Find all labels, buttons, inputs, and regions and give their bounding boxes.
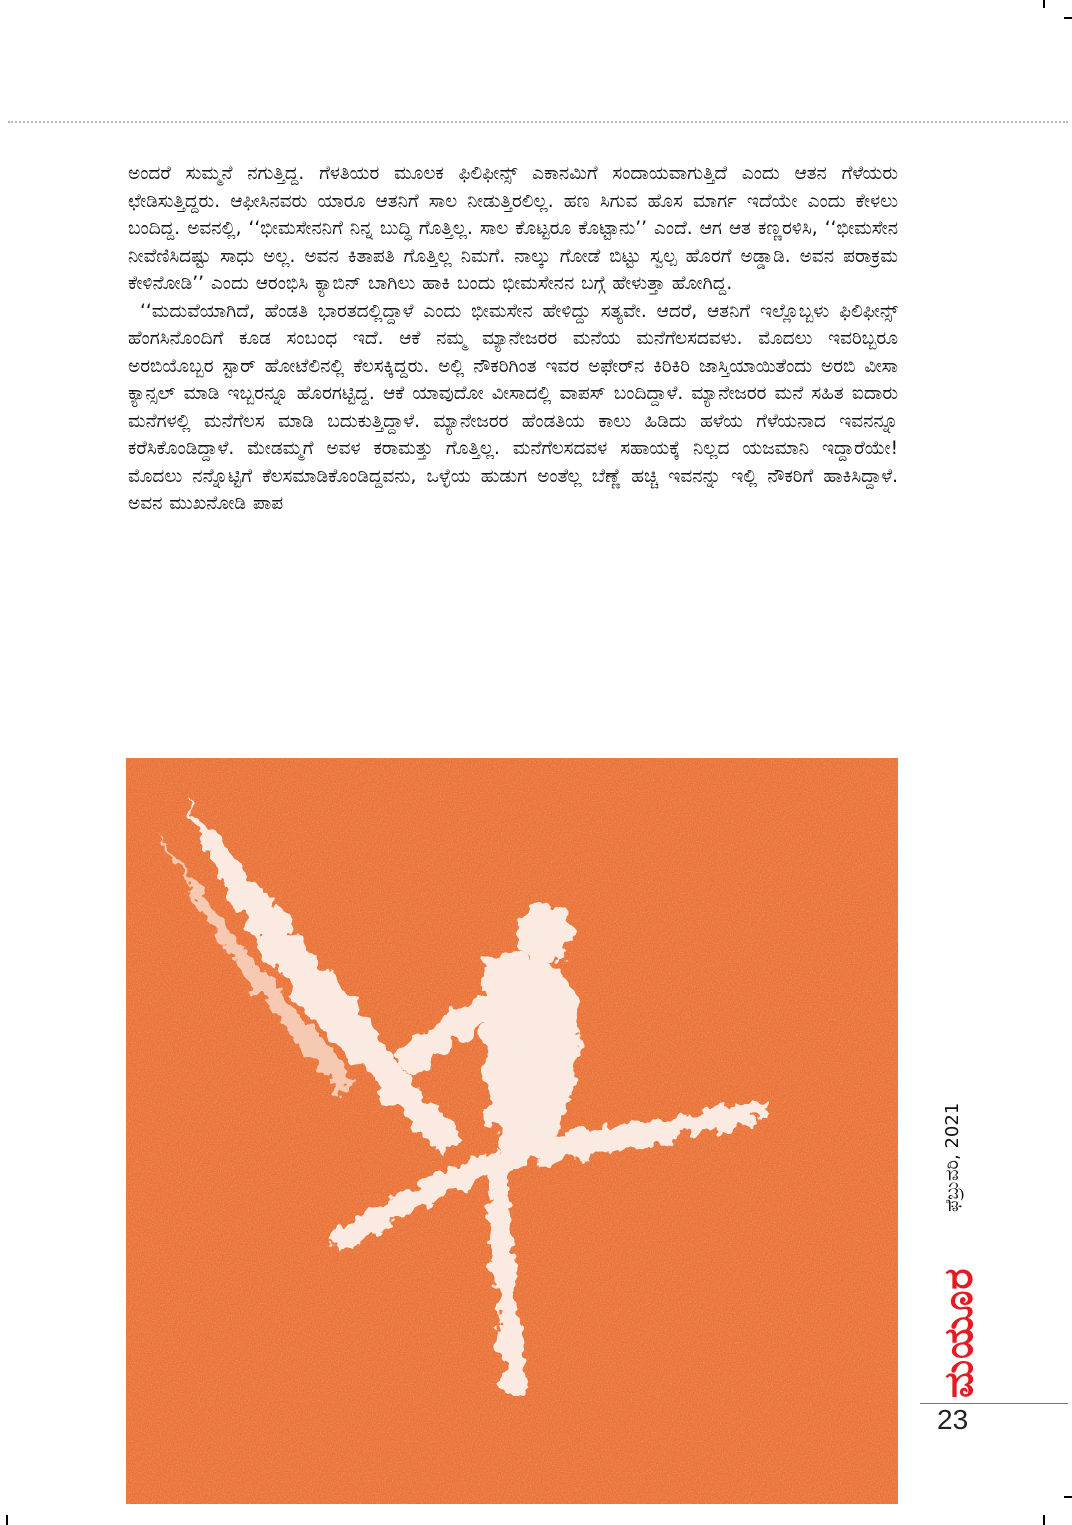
side-label [934,1100,986,1400]
article-paragraph-2: ‘‘ಮದುವೆಯಾಗಿದೆ, ಹೆಂಡತಿ ಭಾರತದಲ್ಲಿದ್ದಾಳೆ ಎಂದು ಭೀಮಸೇನ ಹೇಳಿದ್ದು ಸತ್ಯವೇ. ಆದರೆ, ಆತನಿಗೆ ಇಲ್ಲೊಬ್ಬಳು ಫಿಲಿಫೀನ್ಸ್ ಹೆಂಗಸಿನೊಂದಿಗೆ ಕೂಡ ಸಂಬಂಧ ಇದೆ. ಆಕೆ ನಮ್ಮ ಮ್ಯಾನೇಜರರ ಮನೆಯ ಮನೆಗೆಲಸದವಳು. ಮೊದಲು ಇವರಿಬ್ಬರೂ ಅರಬಿಯೊಬ್ಬರ ಸ್ಟಾರ್ ಹೋಟೆಲಿನಲ್ಲಿ ಕೆಲಸಕ್ಕಿದ್ದರು. ಅಲ್ಲಿ ನೌಕರಿಗಿಂತ ಇವರ ಅಫೇರ್‌ನ ಕಿರಿಕಿರಿ ಜಾಸ್ತಿಯಾಯಿತೆಂದು ಅರಬಿ ವೀಸಾ ಕ್ಯಾನ್ಸಲ್ ಮಾಡಿ ಇಬ್ಬರನ್ನೂ ಹೊರಗಟ್ಟಿದ್ದ. ಆಕೆ ಯಾವುದೋ ವೀಸಾದಲ್ಲಿ ವಾಪಸ್ ಬಂದಿದ್ದಾಳೆ. ಮ್ಯಾನೇಜರರ ಮನೆ ಸಹಿತ ಐದಾರು ಮನೆಗಳಲ್ಲಿ ಮನೆಗೆಲಸ ಮಾಡಿ ಬದುಕುತ್ತಿದ್ದಾಳೆ. ಮ್ಯಾನೇಜರರ ಹೆಂಡತಿಯ ಕಾಲು ಹಿಡಿದು ಹಳೆಯ ಗೆಳೆಯನಾದ ಇವನನ್ನೂ ಕರೆಸಿಕೊಂಡಿದ್ದಾಳೆ. ಮೇಡಮ್ಮಗೆ ಅವಳ ಕರಾಮತ್ತು ಗೊತ್ತಿಲ್ಲ. ಮನೆಗೆಲಸದವಳ ಸಹಾಯಕ್ಕೆ ನಿಲ್ಲದ ಯಜಮಾನಿ ಇದ್ದಾರೆಯೇ! ಮೊದಲು ನನ್ನೊಟ್ಟಿಗೆ ಕೆಲಸಮಾಡಿಕೊಂಡಿದ್ದವನು, ಒಳ್ಳೆಯ ಹುಡುಗ ಅಂತೆಲ್ಲ ಬೆಣ್ಣೆ ಹಚ್ಚಿ ಇವನನ್ನು ಇಲ್ಲಿ ನೌಕರಿಗೆ ಹಾಕಿಸಿದ್ದಾಳೆ. ಅವನ ಮುಖನೋಡಿ ಪಾಪ [128,300,898,514]
crop-mark-right-bottom [1064,1496,1072,1498]
crop-mark-bottom-left [6,1515,8,1525]
figure-head [520,903,572,963]
page-number: 23 [937,1404,969,1435]
crop-mark-right-top [1064,17,1072,19]
article-paragraph-1: ಅಂದರೆ ಸುಮ್ಮನೆ ನಗುತ್ತಿದ್ದ. ಗೆಳತಿಯರ ಮೂಲಕ ಫಿಲಿಫೀನ್ಸ್ ಎಕಾನಮಿಗೆ ಸಂದಾಯವಾಗುತ್ತಿದೆ ಎಂದು ಆತನ ಗೆಳೆಯರು ಛೇಡಿಸುತ್ತಿದ್ದರು. ಆಫೀಸಿನವರು ಯಾರೂ ಆತನಿಗೆ ಸಾಲ ನೀಡುತ್ತಿರಲಿಲ್ಲ. ಹಣ ಸಿಗುವ ಹೊಸ ಮಾರ್ಗ ಇದೆಯೇ ಎಂದು ಕೇಳಲು ಬಂದಿದ್ದ. ಅವನಲ್ಲಿ, ‘‘ಭೀಮಸೇನನಿಗೆ ನಿನ್ನ ಬುದ್ಧಿ ಗೊತ್ತಿಲ್ಲ. ಸಾಲ ಕೊಟ್ಟರೂ ಕೊಟ್ಟಾನು’’ ಎಂದೆ. ಆಗ ಆತ ಕಣ್ಣರಳಿಸಿ, ‘‘ಭೀಮಸೇನ ನೀವೆಣಿಸಿದಷ್ಟು ಸಾಧು ಅಲ್ಲ. ಅವನ ಕಿತಾಪತಿ ಗೊತ್ತಿಲ್ಲ ನಿಮಗೆ. ನಾಲ್ಕು ಗೋಡೆ ಬಿಟ್ಟು ಸ್ವಲ್ಪ ಹೊರಗೆ ಅಡ್ಡಾಡಿ. ಅವನ ಪರಾಕ್ರಮ ಕೇಳಿನೋಡಿ’’ ಎಂದು ಆರಂಭಿಸಿ ಕ್ಯಾಬಿನ್ ಬಾಗಿಲು ಹಾಕಿ ಬಂದು ಭೀಮಸೇನನ ಬಗ್ಗೆ ಹೇಳುತ್ತಾ ಹೋಗಿದ್ದ. [128,163,898,294]
issue-date: ಫೆಬ್ರುವರಿ, 2021 [942,1102,963,1212]
header-dotted-rule [8,121,1068,123]
crop-mark-bottom-right [1043,1515,1045,1525]
story-illustration [126,758,898,1504]
article-body [128,160,898,748]
magazine-name: ಮಯೂರ [936,1267,982,1398]
crop-mark-top-right [1043,0,1045,8]
